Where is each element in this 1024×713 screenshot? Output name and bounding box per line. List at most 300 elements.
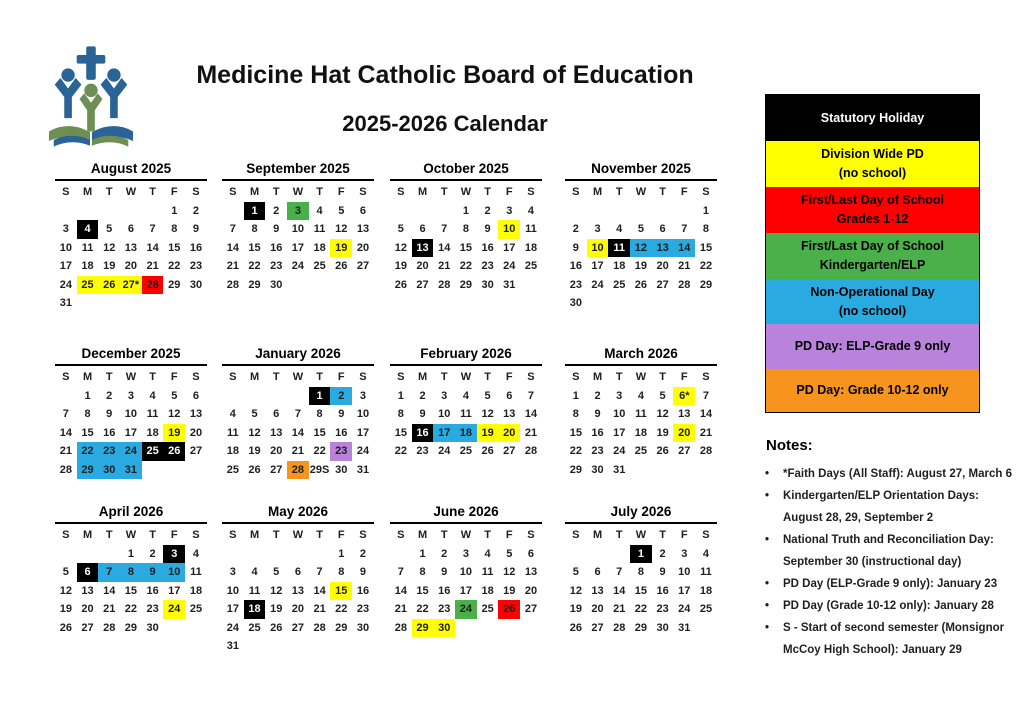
day-cell: 16: [146, 584, 159, 597]
day-cell: 22: [699, 260, 713, 273]
weekday-header: T: [316, 371, 323, 384]
day-cell: 24: [591, 278, 604, 291]
day-cell: 17: [291, 241, 305, 254]
weekday-header: S: [572, 186, 580, 199]
day-cell: 2: [330, 387, 352, 406]
day-cell: 15: [634, 584, 648, 597]
day-cell: 4: [527, 204, 535, 217]
weekday-header: T: [105, 371, 113, 384]
day-cell: 27: [656, 278, 669, 291]
weekday-header: S: [359, 371, 367, 384]
day-cell: 25: [699, 603, 713, 616]
day-cell: 21: [394, 603, 407, 616]
empty-cell: [587, 202, 609, 221]
month-title: September 2025: [246, 161, 350, 176]
day-cell: 10: [124, 408, 138, 421]
weekday-header: S: [527, 186, 535, 199]
month-table: [222, 183, 374, 294]
day-cell: 29S: [309, 463, 330, 476]
weekday-header: T: [105, 529, 113, 542]
day-cell: 30: [189, 278, 203, 291]
month-title-rule: [565, 364, 717, 366]
day-cell: 29: [699, 278, 713, 291]
bullet-icon: •: [765, 468, 770, 480]
day-cell: 14: [226, 241, 239, 254]
weekday-header: S: [527, 371, 535, 384]
day-cell: 5: [572, 566, 579, 579]
month-title: August 2025: [90, 161, 172, 176]
day-cell: 8: [637, 566, 644, 579]
bullet-icon: •: [765, 490, 770, 502]
day-cell: 3: [62, 223, 69, 236]
day-cell: 5: [506, 547, 513, 560]
day-cell: 1: [572, 389, 579, 402]
day-cell: 4: [149, 389, 156, 402]
empty-cell: [55, 545, 77, 564]
empty-cell: [55, 202, 77, 221]
day-cell: 6: [359, 204, 367, 217]
day-cell: 27: [416, 278, 429, 291]
month-september-2025: [222, 160, 374, 294]
weekday-header: W: [460, 371, 472, 384]
day-cell: 15: [168, 241, 181, 254]
day-cell: 10: [613, 408, 626, 421]
day-cell: 30: [656, 621, 669, 634]
empty-cell: [222, 545, 244, 564]
day-cell: 21: [438, 260, 451, 273]
empty-cell: [565, 545, 587, 564]
day-cell: 16: [270, 241, 283, 254]
day-cell: 4: [484, 547, 491, 560]
day-cell: 3: [506, 204, 513, 217]
weekday-header: S: [62, 371, 70, 384]
legend-item-orange: [766, 369, 979, 412]
day-cell: 2: [572, 223, 579, 236]
day-cell: 20: [270, 445, 283, 458]
weekday-header: W: [635, 186, 647, 199]
day-cell: 19: [569, 603, 582, 616]
day-cell: 16: [189, 241, 203, 254]
day-cell: 18: [81, 260, 94, 273]
day-cell: 26: [394, 278, 407, 291]
weekday-header: T: [615, 529, 623, 542]
weekday-header: S: [62, 529, 70, 542]
month-title-rule: [222, 364, 374, 366]
month-august-2025: [55, 160, 207, 313]
day-cell: 23: [270, 260, 283, 273]
day-cell: 24: [455, 600, 477, 619]
day-cell: 2: [441, 547, 448, 560]
day-cell: 27: [291, 621, 305, 634]
day-cell: 11: [146, 408, 159, 421]
day-cell: 15: [569, 426, 582, 439]
month-table: [565, 368, 717, 479]
day-cell: 29: [124, 621, 138, 634]
day-cell: 1: [309, 387, 331, 406]
day-cell: 21: [226, 260, 239, 273]
day-cell: 4: [462, 389, 469, 402]
day-cell: 19: [656, 426, 669, 439]
note-item: [763, 617, 1019, 661]
day-cell: 17: [124, 426, 138, 439]
day-cell: 14: [438, 241, 451, 254]
weekday-header: M: [82, 371, 93, 384]
day-cell: 22: [124, 603, 138, 616]
day-cell: 19: [270, 603, 283, 616]
day-cell: 29: [77, 461, 99, 480]
weekday-header: T: [149, 529, 156, 542]
day-cell: 16: [438, 584, 451, 597]
month-table: [565, 526, 717, 637]
day-cell: 10: [291, 223, 305, 236]
weekday-header: S: [62, 186, 70, 199]
month-june-2026: [390, 503, 542, 637]
day-cell: 26: [656, 445, 669, 458]
day-cell: 6: [527, 547, 535, 560]
day-cell: 14: [291, 426, 305, 439]
empty-cell: [77, 202, 99, 221]
day-cell: 13: [652, 239, 674, 258]
empty-cell: [390, 545, 412, 564]
weekday-header: T: [659, 186, 666, 199]
day-cell: 19: [330, 239, 352, 258]
day-cell: 12: [168, 408, 181, 421]
day-cell: 11: [700, 566, 712, 579]
day-cell: 31: [120, 461, 142, 480]
day-cell: 17: [168, 584, 181, 597]
day-cell: 13: [291, 584, 305, 597]
month-title: December 2025: [81, 346, 181, 361]
day-cell: 2: [484, 204, 491, 217]
day-cell: 11: [525, 223, 537, 236]
day-cell: 12: [630, 239, 652, 258]
day-cell: 27: [678, 445, 691, 458]
day-cell: 17: [459, 584, 473, 597]
day-cell: 10: [438, 408, 451, 421]
day-cell: 4: [637, 389, 644, 402]
day-cell: 6: [192, 389, 200, 402]
day-cell: 11: [81, 241, 94, 254]
empty-cell: [309, 545, 331, 564]
day-cell: 6: [506, 389, 513, 402]
day-cell: 8: [316, 408, 323, 421]
weekday-header: F: [170, 529, 178, 542]
day-cell: 5: [637, 223, 644, 236]
bullet-icon: •: [765, 600, 770, 612]
day-cell: 8: [572, 408, 579, 421]
note-line: S - Start of second semester (Monsignor: [783, 622, 1005, 634]
day-cell: 13: [356, 223, 370, 236]
month-title: January 2026: [255, 346, 341, 361]
empty-cell: [608, 545, 630, 564]
day-cell: 24: [291, 260, 305, 273]
day-cell: 18: [313, 241, 326, 254]
month-table: [390, 368, 542, 461]
day-cell: 3: [287, 202, 309, 221]
day-cell: 23: [146, 603, 159, 616]
day-cell: 18: [634, 426, 648, 439]
day-cell: 23: [98, 442, 120, 461]
day-cell: 7: [681, 223, 688, 236]
day-cell: 5: [171, 389, 178, 402]
empty-cell: [98, 202, 120, 221]
day-cell: 22: [416, 603, 429, 616]
day-cell: 6*: [673, 387, 695, 406]
legend-item-label: Grades 1-12: [836, 212, 909, 226]
weekday-header: T: [484, 529, 491, 542]
day-cell: 12: [481, 408, 494, 421]
day-cell: 29: [168, 278, 181, 291]
empty-cell: [120, 202, 142, 221]
day-cell: 24: [59, 278, 72, 291]
day-cell: 12: [656, 408, 669, 421]
month-title-rule: [565, 179, 717, 181]
day-cell: 25: [459, 445, 473, 458]
day-cell: 25: [189, 603, 203, 616]
bullet-icon: •: [765, 534, 770, 546]
legend: [765, 94, 980, 413]
weekday-header: T: [659, 529, 666, 542]
day-cell: 14: [146, 241, 159, 254]
month-title: June 2026: [433, 504, 499, 519]
weekday-header: W: [635, 529, 647, 542]
day-cell: 9: [338, 408, 345, 421]
day-cell: 17: [433, 424, 455, 443]
day-cell: 28: [678, 278, 691, 291]
day-cell: 7: [62, 408, 69, 421]
month-table: [55, 368, 207, 479]
day-cell: 25: [524, 260, 538, 273]
empty-cell: [630, 202, 652, 221]
weekday-header: F: [337, 529, 345, 542]
day-cell: 10: [587, 239, 609, 258]
day-cell: 1: [84, 389, 91, 402]
month-table: [222, 526, 374, 656]
day-cell: 1: [244, 202, 266, 221]
month-table: [222, 368, 374, 479]
day-cell: 17: [591, 260, 604, 273]
day-cell: 7: [441, 223, 448, 236]
weekday-header: T: [615, 371, 623, 384]
weekday-header: F: [505, 529, 513, 542]
day-cell: 8: [120, 563, 142, 582]
legend-item-label: (no school): [838, 166, 907, 180]
day-cell: 31: [356, 463, 370, 476]
day-cell: 13: [591, 584, 604, 597]
day-cell: 2: [359, 547, 367, 560]
day-cell: 23: [481, 260, 494, 273]
day-cell: 25: [248, 621, 261, 634]
day-cell: 5: [273, 566, 280, 579]
weekday-header: W: [125, 529, 137, 542]
legend-item-green: [766, 233, 979, 279]
weekday-header: F: [505, 186, 513, 199]
day-cell: 1: [127, 547, 134, 560]
day-cell: 24: [503, 260, 516, 273]
day-cell: 12: [103, 241, 116, 254]
note-line: PD Day (Grade 10-12 only): January 28: [783, 600, 994, 612]
day-cell: 3: [616, 389, 623, 402]
empty-cell: [652, 202, 674, 221]
day-cell: 29: [335, 621, 348, 634]
weekday-header: T: [484, 371, 491, 384]
weekday-header: M: [249, 529, 260, 542]
empty-cell: [390, 202, 412, 221]
day-cell: 27: [356, 260, 370, 273]
day-cell: 15: [248, 241, 261, 254]
day-cell: 23: [656, 603, 669, 616]
day-cell: 21: [699, 426, 713, 439]
day-cell: 30: [146, 621, 159, 634]
day-cell: 6: [294, 566, 301, 579]
day-cell: 2: [419, 389, 426, 402]
month-title-rule: [55, 522, 207, 524]
day-cell: 17: [678, 584, 691, 597]
day-cell: 21: [524, 426, 538, 439]
weekday-header: S: [702, 186, 710, 199]
note-line: September 30 (instructional day): [783, 556, 962, 568]
day-cell: 19: [503, 584, 516, 597]
day-cell: 17: [59, 260, 72, 273]
day-cell: 21: [313, 603, 326, 616]
month-table: [55, 183, 207, 313]
day-cell: 9: [419, 408, 426, 421]
note-item: [763, 573, 1019, 595]
day-cell: 24: [613, 445, 626, 458]
weekday-header: T: [149, 186, 156, 199]
day-cell: 1: [702, 204, 710, 217]
day-cell: 1: [171, 204, 178, 217]
empty-cell: [287, 387, 309, 406]
day-cell: 28: [438, 278, 451, 291]
day-cell: 10: [59, 241, 72, 254]
day-cell: 9: [659, 566, 666, 579]
empty-cell: [265, 545, 287, 564]
day-cell: 14: [699, 408, 713, 421]
day-cell: 19: [248, 445, 261, 458]
day-cell: 15: [330, 582, 352, 601]
day-cell: 20: [498, 424, 520, 443]
day-cell: 15: [459, 241, 473, 254]
day-cell: 13: [412, 239, 434, 258]
day-cell: 2: [659, 547, 666, 560]
day-cell: 10: [163, 563, 185, 582]
weekday-header: T: [272, 186, 280, 199]
day-cell: 12: [248, 426, 261, 439]
day-cell: 13: [503, 408, 516, 421]
day-cell: 16: [356, 584, 370, 597]
day-cell: 22: [313, 445, 326, 458]
day-cell: 5: [397, 223, 404, 236]
day-cell: 24: [120, 442, 142, 461]
day-cell: 5: [62, 566, 69, 579]
month-title-rule: [222, 522, 374, 524]
day-cell: 2: [149, 547, 156, 560]
day-cell: 6: [273, 408, 280, 421]
day-cell: 11: [460, 408, 472, 421]
weekday-header: S: [229, 371, 237, 384]
day-cell: 18: [455, 424, 477, 443]
day-cell: 15: [416, 584, 429, 597]
empty-cell: [244, 387, 266, 406]
weekday-header: F: [337, 186, 345, 199]
day-cell: 28: [613, 621, 626, 634]
month-october-2025: [390, 160, 542, 294]
weekday-header: W: [125, 371, 137, 384]
page-title: Medicine Hat Catholic Board of Education: [196, 61, 694, 89]
month-title-rule: [222, 179, 374, 181]
day-cell: 16: [335, 426, 348, 439]
day-cell: 14: [394, 584, 407, 597]
weekday-header: S: [572, 371, 580, 384]
legend-item-black: [766, 95, 979, 141]
day-cell: 19: [163, 424, 185, 443]
day-cell: 8: [338, 566, 345, 579]
month-title: March 2026: [604, 346, 678, 361]
day-cell: 25: [226, 463, 239, 476]
legend-item-purple: [766, 324, 979, 369]
day-cell: 9: [359, 566, 367, 579]
day-cell: 9: [106, 408, 113, 421]
weekday-header: F: [337, 371, 345, 384]
month-april-2026: [55, 503, 207, 637]
day-cell: 24: [356, 445, 370, 458]
day-cell: 7: [98, 563, 120, 582]
day-cell: 2: [273, 204, 280, 217]
month-title: April 2026: [98, 504, 164, 519]
weekday-header: F: [680, 529, 688, 542]
day-cell: 18: [699, 584, 713, 597]
note-line: August 28, 29, September 2: [783, 512, 934, 524]
empty-cell: [55, 387, 77, 406]
day-cell: 27*: [120, 276, 142, 295]
day-cell: 12: [59, 584, 72, 597]
day-cell: 1: [397, 389, 404, 402]
day-cell: 30: [356, 621, 370, 634]
day-cell: 25: [142, 442, 164, 461]
day-cell: 26: [59, 621, 72, 634]
day-cell: 22: [634, 603, 648, 616]
day-cell: 16: [656, 584, 669, 597]
day-cell: 27: [270, 463, 283, 476]
day-cell: 19: [394, 260, 407, 273]
day-cell: 20: [291, 603, 305, 616]
day-cell: 7: [702, 389, 710, 402]
day-cell: 13: [124, 241, 138, 254]
legend-item-yellow: [766, 141, 979, 187]
day-cell: 29: [634, 621, 648, 634]
day-cell: 4: [229, 408, 236, 421]
day-cell: 12: [503, 566, 516, 579]
day-cell: 16: [103, 426, 116, 439]
month-title-rule: [55, 364, 207, 366]
day-cell: 23: [330, 442, 352, 461]
day-cell: 18: [524, 241, 538, 254]
legend-item-label: First/Last Day of School: [800, 239, 945, 253]
weekday-header: M: [82, 186, 93, 199]
day-cell: 1: [338, 547, 345, 560]
day-cell: 22: [168, 260, 181, 273]
day-cell: 11: [481, 566, 494, 579]
empty-cell: [565, 202, 587, 221]
weekday-header: T: [316, 186, 323, 199]
day-cell: 2: [106, 389, 113, 402]
weekday-header: M: [82, 529, 93, 542]
day-cell: 19: [634, 260, 648, 273]
day-cell: 12: [569, 584, 582, 597]
day-cell: 4: [192, 547, 200, 560]
weekday-header: S: [702, 371, 710, 384]
